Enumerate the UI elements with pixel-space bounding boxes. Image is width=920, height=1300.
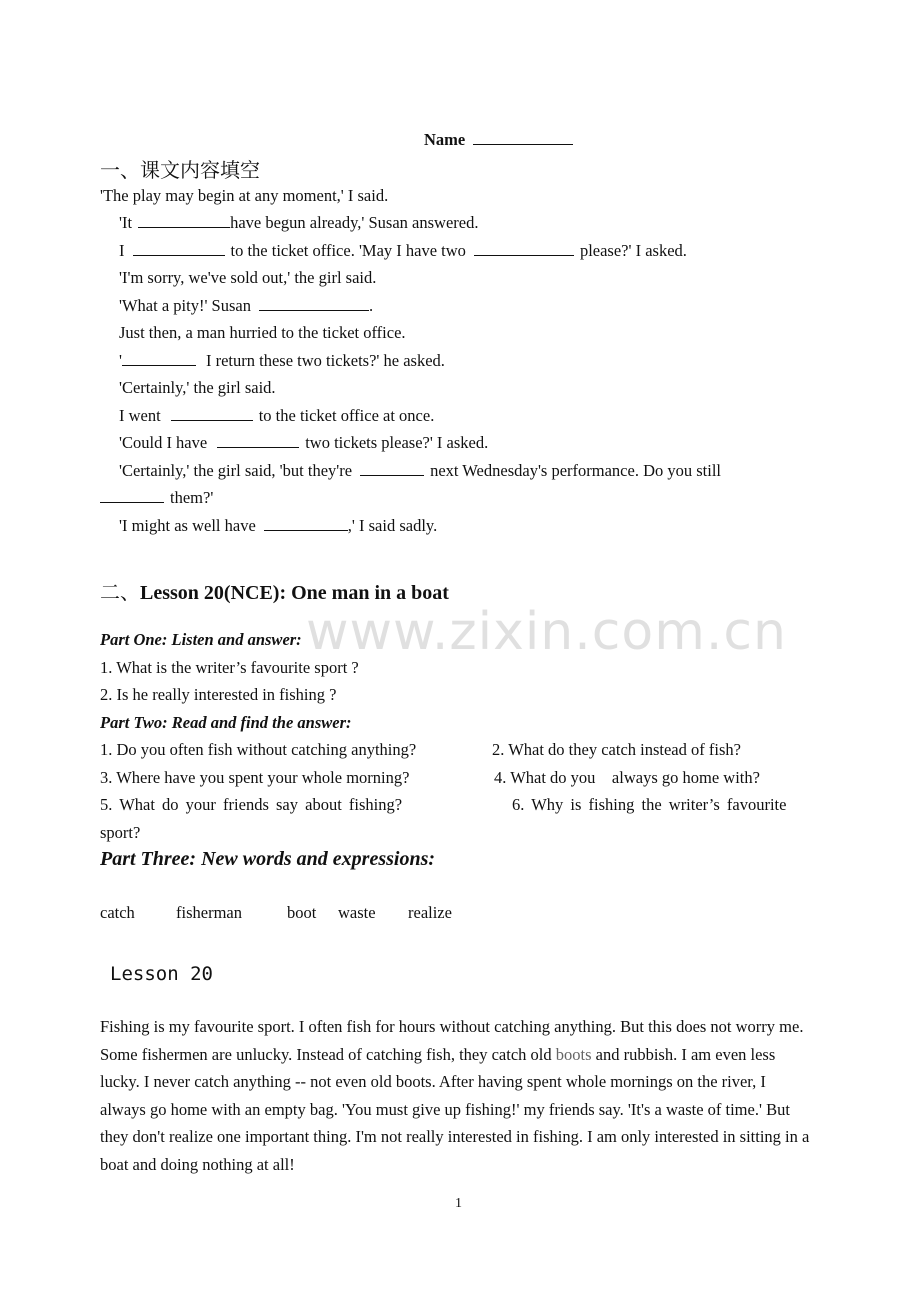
line-text: them?' — [170, 488, 214, 507]
lesson-text-boots: boots — [555, 1044, 592, 1064]
answer-blank[interactable] — [122, 351, 196, 366]
line-text: 'I might as well have — [119, 516, 256, 535]
answer-blank[interactable] — [138, 213, 230, 228]
part-two-q6-cont: sport? — [100, 823, 141, 842]
lesson-heading: Lesson 20 — [110, 963, 213, 985]
lesson-text — [100, 1013, 812, 1178]
fill-line-4: 'I'm sorry, we've sold out,' the girl said. — [119, 268, 377, 287]
answer-blank[interactable] — [133, 241, 225, 256]
vocab-word: boot — [287, 903, 317, 922]
fill-line-2 — [119, 213, 478, 233]
line-text: ' — [119, 351, 122, 370]
section1-title: 一、课文内容填空 — [100, 160, 260, 182]
part-two-q2: 2. What do they catch instead of fish? — [492, 740, 741, 759]
line-text: to the ticket office. 'May I have two — [230, 241, 466, 260]
vocab-word: realize — [408, 903, 452, 922]
part-two-title: Part Two: Read and find the answer: — [100, 713, 352, 732]
answer-blank[interactable] — [100, 488, 164, 503]
answer-blank[interactable] — [360, 461, 424, 476]
part-two-q6: 6. Why is fishing the writer’s favourite — [512, 795, 787, 814]
line-text: I return these two tickets?' he asked. — [205, 351, 445, 370]
part-two-q5: 5. What do your friends say about fishing? — [100, 795, 403, 814]
line-text: I — [119, 241, 125, 260]
part-one-q2: 2. Is he really interested in fishing ? — [100, 685, 337, 704]
fill-line-9 — [119, 406, 434, 426]
name-field — [424, 130, 579, 150]
line-text: two tickets please?' I asked. — [305, 433, 489, 452]
page-number: 1 — [455, 1196, 462, 1211]
part-two-q3: 3. Where have you spent your whole morning? — [100, 768, 410, 787]
line-text: . — [368, 296, 374, 315]
section2-prefix: 二、 — [100, 582, 140, 604]
answer-blank[interactable] — [171, 406, 253, 421]
vocab-word: fisherman — [176, 903, 242, 922]
part-three-title: Part Three: New words and expressions: — [100, 848, 436, 870]
fill-line-12 — [100, 488, 213, 508]
answer-blank[interactable] — [264, 516, 348, 531]
fill-line-10 — [119, 433, 488, 453]
answer-blank[interactable] — [217, 433, 299, 448]
fill-line-8: 'Certainly,' the girl said. — [119, 378, 276, 397]
line-text: to the ticket office at once. — [258, 406, 435, 425]
line-text: ,' I said sadly. — [347, 516, 438, 535]
line-text: have begun already,' Susan answered. — [230, 213, 479, 232]
lesson-text-part: and rubbish. I am even less lucky. I never catch anything -- not even old boots. After having spent whole mornings on the river, I always go home with an empty bag. 'You must give up fishing!' my friends say. 'It's a waste of time.' But they don't realize one important thing. I'm not really interested in fishing. I am only interested in sitting in a boat and doing nothing at all! — [100, 1044, 810, 1174]
line-text: 'It — [119, 213, 133, 232]
fill-line-11 — [119, 461, 721, 481]
fill-line-13 — [119, 516, 437, 536]
fill-line-6: Just then, a man hurried to the ticket office. — [119, 323, 406, 342]
part-two-q1: 1. Do you often fish without catching anything? — [100, 740, 417, 759]
watermark: www.zixin.com.cn — [306, 602, 787, 662]
line-text: 'Certainly,' the girl said, 'but they're — [119, 461, 353, 480]
line-text: 'What a pity!' Susan — [119, 296, 251, 315]
line-text: 'Could I have — [119, 433, 208, 452]
line-text: next Wednesday's performance. Do you still — [430, 461, 721, 480]
vocab-word: catch — [100, 903, 135, 922]
part-one-q1: 1. What is the writer’s favourite sport ? — [100, 658, 359, 677]
vocab-word: waste — [338, 903, 376, 922]
part-two-q4: 4. What do you always go home with? — [494, 768, 760, 787]
fill-line-3 — [119, 241, 687, 261]
name-label: Name — [424, 130, 466, 149]
line-text: please?' I asked. — [579, 241, 687, 260]
lesson-text-part: Fishing is my favourite sport. I often fish for hours without catching anything. But this does not worry me. Some fishermen are unlucky. Instead of catching fish, they catch old — [100, 1017, 804, 1064]
fill-line-5 — [119, 296, 373, 316]
answer-blank[interactable] — [259, 296, 369, 311]
line-text: I went — [119, 406, 161, 425]
section2-heading: Lesson 20(NCE): One man in a boat — [140, 582, 449, 604]
answer-blank[interactable] — [474, 241, 574, 256]
name-blank[interactable] — [473, 130, 573, 145]
part-one-title: Part One: Listen and answer: — [100, 630, 302, 649]
fill-line-1: 'The play may begin at any moment,' I said. — [100, 186, 389, 205]
section2-title — [100, 576, 449, 605]
fill-line-7 — [119, 351, 445, 371]
